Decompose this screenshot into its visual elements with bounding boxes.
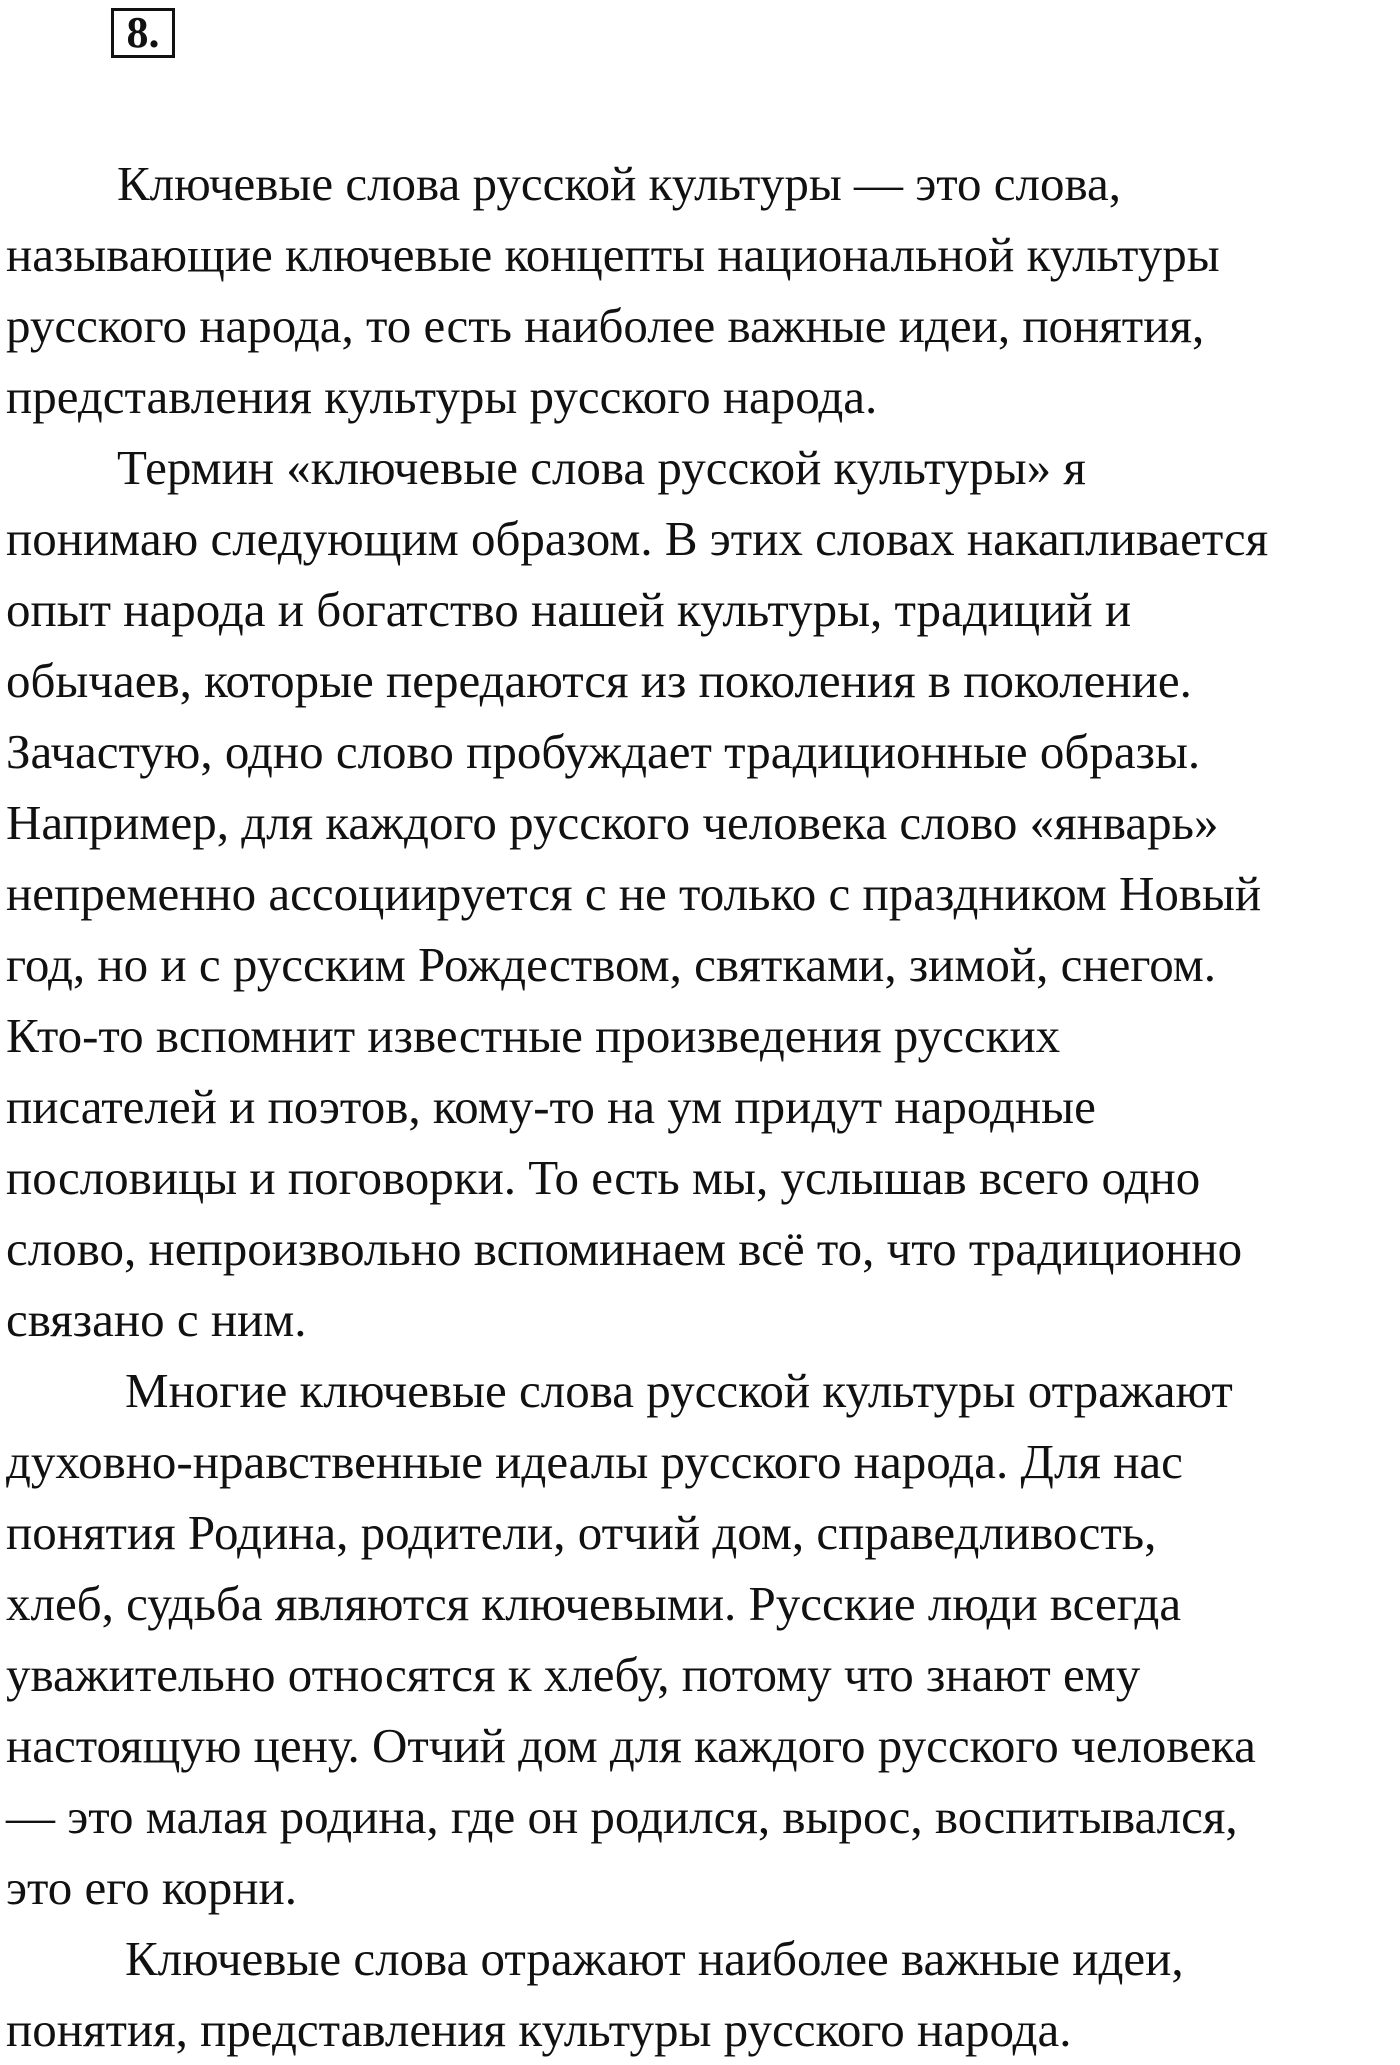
text-line: называющие ключевые концепты национальной культуры [6, 227, 1220, 282]
text-line: опыт народа и богатство нашей культуры, традиций и [6, 582, 1132, 637]
text-line: обычаев, которые передаются из поколения в поколение. [6, 653, 1192, 708]
text-line: связано с ним. [6, 1292, 307, 1347]
text-line: слово, непроизвольно вспоминаем всё то, что традиционно [6, 1221, 1243, 1276]
text-line: представления культуры русского народа. [6, 369, 878, 424]
text-line: настоящую цену. Отчий дом для каждого русского человека [6, 1718, 1256, 1773]
text-line: Например, для каждого русского человека слово «январь» [6, 795, 1219, 850]
text-line: хлеб, судьба являются ключевыми. Русские люди всегда [6, 1576, 1182, 1631]
text-line: Термин «ключевые слова русской культуры» я [117, 440, 1086, 495]
text-line: уважительно относятся к хлебу, потому что знают ему [6, 1647, 1141, 1702]
text-line: писателей и поэтов, кому-то на ум придут народные [6, 1079, 1096, 1134]
text-line: понятия Родина, родители, отчий дом, справедливость, [6, 1505, 1157, 1560]
text-line: понятия, представления культуры русского народа. [6, 2002, 1072, 2057]
text-line: русского народа, то есть наиболее важные идеи, понятия, [6, 298, 1205, 353]
text-line: Ключевые слова русской культуры — это слова, [117, 156, 1121, 211]
essay-text [6, 148, 1396, 2065]
text-line: понимаю следующим образом. В этих словах накапливается [6, 511, 1269, 566]
text-line: духовно-нравственные идеалы русского народа. Для нас [6, 1434, 1183, 1489]
text-line: год, но и с русским Рождеством, святками, зимой, снегом. [6, 937, 1217, 992]
text-line: Ключевые слова отражают наиболее важные идеи, [125, 1931, 1184, 1986]
text-line: это его корни. [6, 1860, 297, 1915]
text-line: — это малая родина, где он родился, вырос, воспитывался, [6, 1789, 1238, 1844]
task-number-box: 8. [111, 8, 175, 58]
text-line: пословицы и поговорки. То есть мы, услышав всего одно [6, 1150, 1201, 1205]
text-line: Многие ключевые слова русской культуры отражают [125, 1363, 1233, 1418]
text-line: Зачастую, одно слово пробуждает традиционные образы. [6, 724, 1201, 779]
text-line: Кто-то вспомнит известные произведения русских [6, 1008, 1061, 1063]
text-line: непременно ассоциируется с не только с праздником Новый [6, 866, 1262, 921]
